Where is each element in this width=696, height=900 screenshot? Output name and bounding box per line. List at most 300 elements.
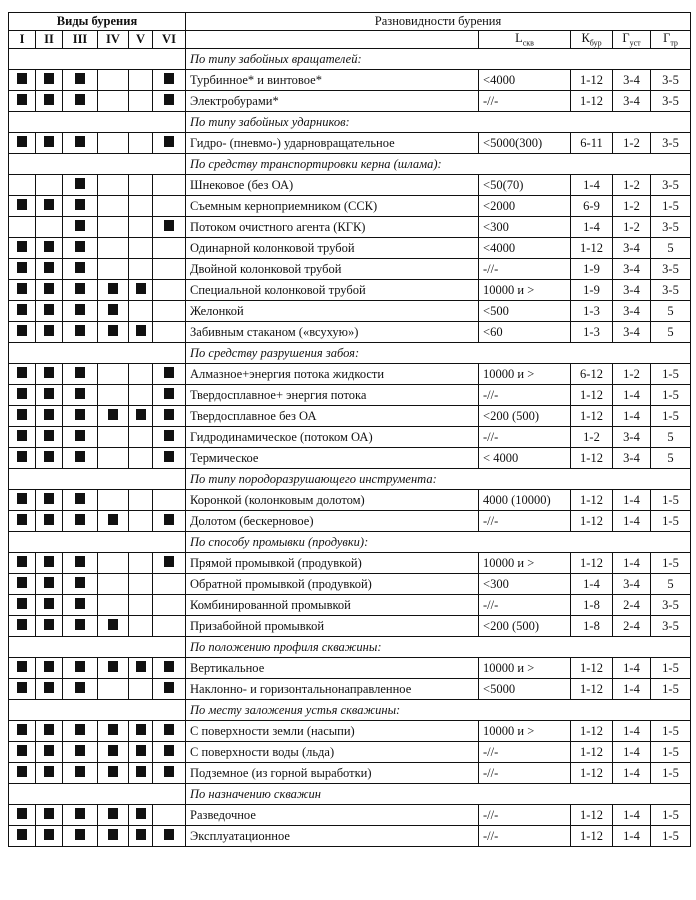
- variety-name: Одинарной колонковой трубой: [186, 238, 479, 259]
- k-value: 1-4: [571, 574, 613, 595]
- filled-square-mark: [75, 745, 85, 756]
- kind-cell-2: [36, 364, 63, 385]
- variety-name: Электробурами*: [186, 91, 479, 112]
- depth-L: <4000: [479, 70, 571, 91]
- filled-square-mark: [75, 493, 85, 504]
- kind-cell-3: [63, 574, 98, 595]
- kind-cell-1: [9, 406, 36, 427]
- g-ust-value: 3-4: [613, 322, 651, 343]
- kind-cell-5: [129, 364, 153, 385]
- filled-square-mark: [44, 73, 54, 84]
- g-tr-value: 1-5: [651, 385, 691, 406]
- depth-L: <5000(300): [479, 133, 571, 154]
- table-row: [9, 259, 691, 280]
- kind-cell-3: [63, 301, 98, 322]
- kind-cell-4: [98, 826, 129, 847]
- table-row: [9, 511, 691, 532]
- kind-cell-1: [9, 301, 36, 322]
- filled-square-mark: [75, 808, 85, 819]
- kind-cell-3: [63, 742, 98, 763]
- filled-square-mark: [164, 367, 174, 378]
- filled-square-mark: [75, 577, 85, 588]
- kind-cell-2: [36, 679, 63, 700]
- g-ust-value: 2-4: [613, 595, 651, 616]
- variety-name: Гидродинамическое (потоком ОА): [186, 427, 479, 448]
- g-ust-value: 1-4: [613, 511, 651, 532]
- depth-L: <300: [479, 574, 571, 595]
- kind-cell-3: [63, 280, 98, 301]
- kind-cell-6: [153, 763, 186, 784]
- filled-square-mark: [17, 94, 27, 105]
- g-ust-value: 1-2: [613, 175, 651, 196]
- kind-cell-5: [129, 175, 153, 196]
- kind-cell-6: [153, 742, 186, 763]
- filled-square-mark: [17, 514, 27, 525]
- kind-cell-4: [98, 364, 129, 385]
- kind-cell-5: [129, 553, 153, 574]
- kind-cell-2: [36, 574, 63, 595]
- g-ust-value: 3-4: [613, 238, 651, 259]
- kind-cell-4: [98, 658, 129, 679]
- g-ust-value: 3-4: [613, 91, 651, 112]
- k-value: 1-8: [571, 616, 613, 637]
- kind-cell-2: [36, 553, 63, 574]
- filled-square-mark: [108, 766, 118, 777]
- kind-cell-6: [153, 217, 186, 238]
- g-ust-value: 1-2: [613, 364, 651, 385]
- variety-name: Термическое: [186, 448, 479, 469]
- kind-cell-1: [9, 70, 36, 91]
- k-value: 1-4: [571, 175, 613, 196]
- kind-cell-6: [153, 301, 186, 322]
- kind-cell-5: [129, 280, 153, 301]
- header-G-tr-label: Г: [663, 31, 671, 46]
- filled-square-mark: [75, 73, 85, 84]
- filled-square-mark: [17, 241, 27, 252]
- kind-cell-6: [153, 805, 186, 826]
- empty-kind-cells: [9, 700, 186, 721]
- filled-square-mark: [164, 661, 174, 672]
- kind-cell-3: [63, 553, 98, 574]
- kind-cell-6: [153, 658, 186, 679]
- filled-square-mark: [108, 829, 118, 840]
- kind-cell-5: [129, 574, 153, 595]
- filled-square-mark: [75, 220, 85, 231]
- depth-L: 10000 и >: [479, 658, 571, 679]
- g-tr-value: 1-5: [651, 742, 691, 763]
- kind-cell-2: [36, 280, 63, 301]
- kind-cell-1: [9, 427, 36, 448]
- header-kind-5: V: [129, 31, 153, 49]
- header-row-groups: [9, 13, 691, 31]
- g-tr-value: 3-5: [651, 259, 691, 280]
- kind-cell-4: [98, 448, 129, 469]
- kind-cell-1: [9, 490, 36, 511]
- variety-name: Твердосплавное+ энергия потока: [186, 385, 479, 406]
- kind-cell-5: [129, 805, 153, 826]
- kind-cell-2: [36, 511, 63, 532]
- variety-name: Специальной колонковой трубой: [186, 280, 479, 301]
- kind-cell-2: [36, 133, 63, 154]
- filled-square-mark: [44, 136, 54, 147]
- table-row: [9, 280, 691, 301]
- kind-cell-4: [98, 259, 129, 280]
- g-tr-value: 1-5: [651, 826, 691, 847]
- g-tr-value: 1-5: [651, 553, 691, 574]
- filled-square-mark: [164, 556, 174, 567]
- section-title: По месту заложения устья скважины:: [186, 700, 691, 721]
- g-ust-value: 1-4: [613, 826, 651, 847]
- kind-cell-5: [129, 763, 153, 784]
- depth-L: -//-: [479, 259, 571, 280]
- table-row: [9, 553, 691, 574]
- kind-cell-2: [36, 595, 63, 616]
- filled-square-mark: [75, 766, 85, 777]
- filled-square-mark: [108, 745, 118, 756]
- filled-square-mark: [136, 724, 146, 735]
- filled-square-mark: [164, 220, 174, 231]
- variety-name: Твердосплавное без ОА: [186, 406, 479, 427]
- kind-cell-4: [98, 280, 129, 301]
- table-row: [9, 595, 691, 616]
- g-tr-value: 3-5: [651, 595, 691, 616]
- filled-square-mark: [17, 409, 27, 420]
- filled-square-mark: [164, 430, 174, 441]
- filled-square-mark: [136, 829, 146, 840]
- k-value: 1-12: [571, 238, 613, 259]
- filled-square-mark: [17, 619, 27, 630]
- filled-square-mark: [108, 514, 118, 525]
- filled-square-mark: [108, 325, 118, 336]
- kind-cell-5: [129, 595, 153, 616]
- kind-cell-1: [9, 259, 36, 280]
- depth-L: 10000 и >: [479, 364, 571, 385]
- g-ust-value: 1-4: [613, 679, 651, 700]
- kind-cell-5: [129, 238, 153, 259]
- filled-square-mark: [44, 430, 54, 441]
- table-row: [9, 364, 691, 385]
- variety-name: Алмазное+энергия потока жидкости: [186, 364, 479, 385]
- header-G-ust-label: Г: [622, 31, 630, 46]
- filled-square-mark: [44, 514, 54, 525]
- filled-square-mark: [75, 451, 85, 462]
- depth-L: <300: [479, 217, 571, 238]
- filled-square-mark: [44, 262, 54, 273]
- k-value: 1-12: [571, 763, 613, 784]
- kind-cell-1: [9, 175, 36, 196]
- filled-square-mark: [136, 745, 146, 756]
- kind-cell-4: [98, 805, 129, 826]
- kind-cell-1: [9, 133, 36, 154]
- k-value: 1-2: [571, 427, 613, 448]
- g-ust-value: 1-4: [613, 763, 651, 784]
- header-kind-3: III: [63, 31, 98, 49]
- k-value: 1-12: [571, 70, 613, 91]
- variety-name: С поверхности земли (насыпи): [186, 721, 479, 742]
- kind-cell-3: [63, 238, 98, 259]
- variety-name: Наклонно- и горизонтальнонаправленное: [186, 679, 479, 700]
- table-row: [9, 427, 691, 448]
- section-row: [9, 784, 691, 805]
- kind-cell-1: [9, 658, 36, 679]
- variety-name: Турбинное* и винтовое*: [186, 70, 479, 91]
- variety-name: Долотом (бескерновое): [186, 511, 479, 532]
- kind-cell-4: [98, 616, 129, 637]
- filled-square-mark: [75, 304, 85, 315]
- filled-square-mark: [17, 598, 27, 609]
- filled-square-mark: [136, 766, 146, 777]
- kind-cell-2: [36, 70, 63, 91]
- kind-cell-3: [63, 658, 98, 679]
- header-kind-2: II: [36, 31, 63, 49]
- filled-square-mark: [44, 199, 54, 210]
- section-row: [9, 532, 691, 553]
- table-row: [9, 133, 691, 154]
- kind-cell-2: [36, 490, 63, 511]
- kind-cell-5: [129, 658, 153, 679]
- depth-L: -//-: [479, 742, 571, 763]
- header-G-ust-sub: уст: [629, 38, 641, 48]
- depth-L: 10000 и >: [479, 553, 571, 574]
- g-ust-value: 3-4: [613, 301, 651, 322]
- table-row: [9, 406, 691, 427]
- table-row: [9, 763, 691, 784]
- filled-square-mark: [164, 724, 174, 735]
- kind-cell-3: [63, 175, 98, 196]
- kind-cell-2: [36, 196, 63, 217]
- table-row: [9, 742, 691, 763]
- filled-square-mark: [164, 94, 174, 105]
- filled-square-mark: [164, 388, 174, 399]
- g-ust-value: 1-4: [613, 490, 651, 511]
- variety-name: Призабойной промывкой: [186, 616, 479, 637]
- variety-name: Гидро- (пневмо-) ударновращательное: [186, 133, 479, 154]
- kind-cell-1: [9, 364, 36, 385]
- table-row: [9, 574, 691, 595]
- kind-cell-6: [153, 175, 186, 196]
- depth-L: < 4000: [479, 448, 571, 469]
- k-value: 6-11: [571, 133, 613, 154]
- variety-name: Забивным стаканом («всухую»): [186, 322, 479, 343]
- g-tr-value: 3-5: [651, 175, 691, 196]
- kind-cell-4: [98, 721, 129, 742]
- filled-square-mark: [17, 451, 27, 462]
- kind-cell-4: [98, 742, 129, 763]
- g-tr-value: 3-5: [651, 133, 691, 154]
- kind-cell-5: [129, 511, 153, 532]
- kind-cell-4: [98, 763, 129, 784]
- variety-name: Коронкой (колонковым долотом): [186, 490, 479, 511]
- table-row: [9, 658, 691, 679]
- kind-cell-3: [63, 133, 98, 154]
- kind-cell-1: [9, 238, 36, 259]
- kind-cell-1: [9, 826, 36, 847]
- kind-cell-1: [9, 280, 36, 301]
- kind-cell-5: [129, 91, 153, 112]
- filled-square-mark: [17, 136, 27, 147]
- kind-cell-2: [36, 742, 63, 763]
- kind-cell-6: [153, 364, 186, 385]
- kind-cell-2: [36, 427, 63, 448]
- variety-name: Комбинированной промывкой: [186, 595, 479, 616]
- g-tr-value: 1-5: [651, 490, 691, 511]
- depth-L: -//-: [479, 385, 571, 406]
- table-row: [9, 238, 691, 259]
- k-value: 1-12: [571, 826, 613, 847]
- kind-cell-3: [63, 364, 98, 385]
- kind-cell-2: [36, 826, 63, 847]
- table-row: [9, 490, 691, 511]
- kind-cell-2: [36, 721, 63, 742]
- header-kind-4: IV: [98, 31, 129, 49]
- header-name: [186, 31, 479, 49]
- g-ust-value: 1-4: [613, 553, 651, 574]
- kind-cell-3: [63, 511, 98, 532]
- table-row: [9, 217, 691, 238]
- empty-kind-cells: [9, 637, 186, 658]
- kind-cell-1: [9, 91, 36, 112]
- table-row: [9, 448, 691, 469]
- k-value: 1-12: [571, 511, 613, 532]
- k-value: 1-12: [571, 553, 613, 574]
- filled-square-mark: [136, 661, 146, 672]
- kind-cell-4: [98, 133, 129, 154]
- kind-cell-5: [129, 385, 153, 406]
- kind-cell-4: [98, 490, 129, 511]
- g-ust-value: 3-4: [613, 70, 651, 91]
- kind-cell-3: [63, 595, 98, 616]
- kind-cell-6: [153, 511, 186, 532]
- table-row: [9, 385, 691, 406]
- kind-cell-3: [63, 406, 98, 427]
- k-value: 1-4: [571, 217, 613, 238]
- variety-name: Потоком очистного агента (КГК): [186, 217, 479, 238]
- filled-square-mark: [17, 388, 27, 399]
- header-K: [571, 31, 613, 49]
- kind-cell-4: [98, 70, 129, 91]
- filled-square-mark: [44, 493, 54, 504]
- kind-cell-2: [36, 616, 63, 637]
- filled-square-mark: [44, 598, 54, 609]
- kind-cell-1: [9, 574, 36, 595]
- kind-cell-6: [153, 826, 186, 847]
- depth-L: <200 (500): [479, 406, 571, 427]
- kind-cell-3: [63, 826, 98, 847]
- filled-square-mark: [75, 94, 85, 105]
- filled-square-mark: [108, 724, 118, 735]
- k-value: 1-8: [571, 595, 613, 616]
- filled-square-mark: [164, 136, 174, 147]
- header-G-tr-sub: тр: [670, 38, 678, 48]
- kind-cell-6: [153, 259, 186, 280]
- variety-name: Обратной промывкой (продувкой): [186, 574, 479, 595]
- kind-cell-6: [153, 91, 186, 112]
- section-row: [9, 154, 691, 175]
- g-tr-value: 1-5: [651, 721, 691, 742]
- section-row: [9, 49, 691, 70]
- filled-square-mark: [44, 829, 54, 840]
- filled-square-mark: [75, 409, 85, 420]
- kind-cell-1: [9, 217, 36, 238]
- filled-square-mark: [44, 304, 54, 315]
- filled-square-mark: [17, 766, 27, 777]
- filled-square-mark: [44, 619, 54, 630]
- g-tr-value: 1-5: [651, 763, 691, 784]
- g-tr-value: 1-5: [651, 679, 691, 700]
- kind-cell-3: [63, 616, 98, 637]
- kind-cell-1: [9, 385, 36, 406]
- g-ust-value: 1-4: [613, 385, 651, 406]
- kind-cell-2: [36, 385, 63, 406]
- depth-L: <500: [479, 301, 571, 322]
- header-drilling-varieties: Разновидности бурения: [186, 13, 691, 31]
- kind-cell-1: [9, 322, 36, 343]
- section-row: [9, 700, 691, 721]
- filled-square-mark: [164, 829, 174, 840]
- empty-kind-cells: [9, 469, 186, 490]
- depth-L: <60: [479, 322, 571, 343]
- kind-cell-3: [63, 490, 98, 511]
- filled-square-mark: [17, 829, 27, 840]
- filled-square-mark: [75, 136, 85, 147]
- k-value: 1-12: [571, 385, 613, 406]
- kind-cell-3: [63, 385, 98, 406]
- kind-cell-6: [153, 70, 186, 91]
- header-drilling-kinds: Виды бурения: [9, 13, 186, 31]
- g-ust-value: 1-4: [613, 805, 651, 826]
- kind-cell-2: [36, 805, 63, 826]
- k-value: 1-12: [571, 448, 613, 469]
- g-tr-value: 5: [651, 448, 691, 469]
- kind-cell-5: [129, 196, 153, 217]
- table-row: [9, 721, 691, 742]
- kind-cell-3: [63, 70, 98, 91]
- filled-square-mark: [17, 493, 27, 504]
- filled-square-mark: [44, 556, 54, 567]
- kind-cell-5: [129, 721, 153, 742]
- kind-cell-1: [9, 511, 36, 532]
- kind-cell-4: [98, 196, 129, 217]
- kind-cell-6: [153, 406, 186, 427]
- filled-square-mark: [75, 367, 85, 378]
- filled-square-mark: [108, 283, 118, 294]
- drilling-types-table: [8, 12, 691, 847]
- filled-square-mark: [108, 808, 118, 819]
- kind-cell-3: [63, 322, 98, 343]
- filled-square-mark: [136, 283, 146, 294]
- table-row: [9, 616, 691, 637]
- kind-cell-2: [36, 406, 63, 427]
- kind-cell-3: [63, 448, 98, 469]
- table-body: [9, 49, 691, 847]
- variety-name: Разведочное: [186, 805, 479, 826]
- filled-square-mark: [17, 199, 27, 210]
- depth-L: <50(70): [479, 175, 571, 196]
- kind-cell-6: [153, 280, 186, 301]
- k-value: 1-12: [571, 91, 613, 112]
- depth-L: -//-: [479, 427, 571, 448]
- filled-square-mark: [75, 283, 85, 294]
- g-ust-value: 3-4: [613, 259, 651, 280]
- kind-cell-6: [153, 427, 186, 448]
- filled-square-mark: [164, 451, 174, 462]
- filled-square-mark: [164, 73, 174, 84]
- kind-cell-5: [129, 259, 153, 280]
- variety-name: Эксплуатационное: [186, 826, 479, 847]
- g-tr-value: 1-5: [651, 805, 691, 826]
- kind-cell-3: [63, 679, 98, 700]
- g-ust-value: 2-4: [613, 616, 651, 637]
